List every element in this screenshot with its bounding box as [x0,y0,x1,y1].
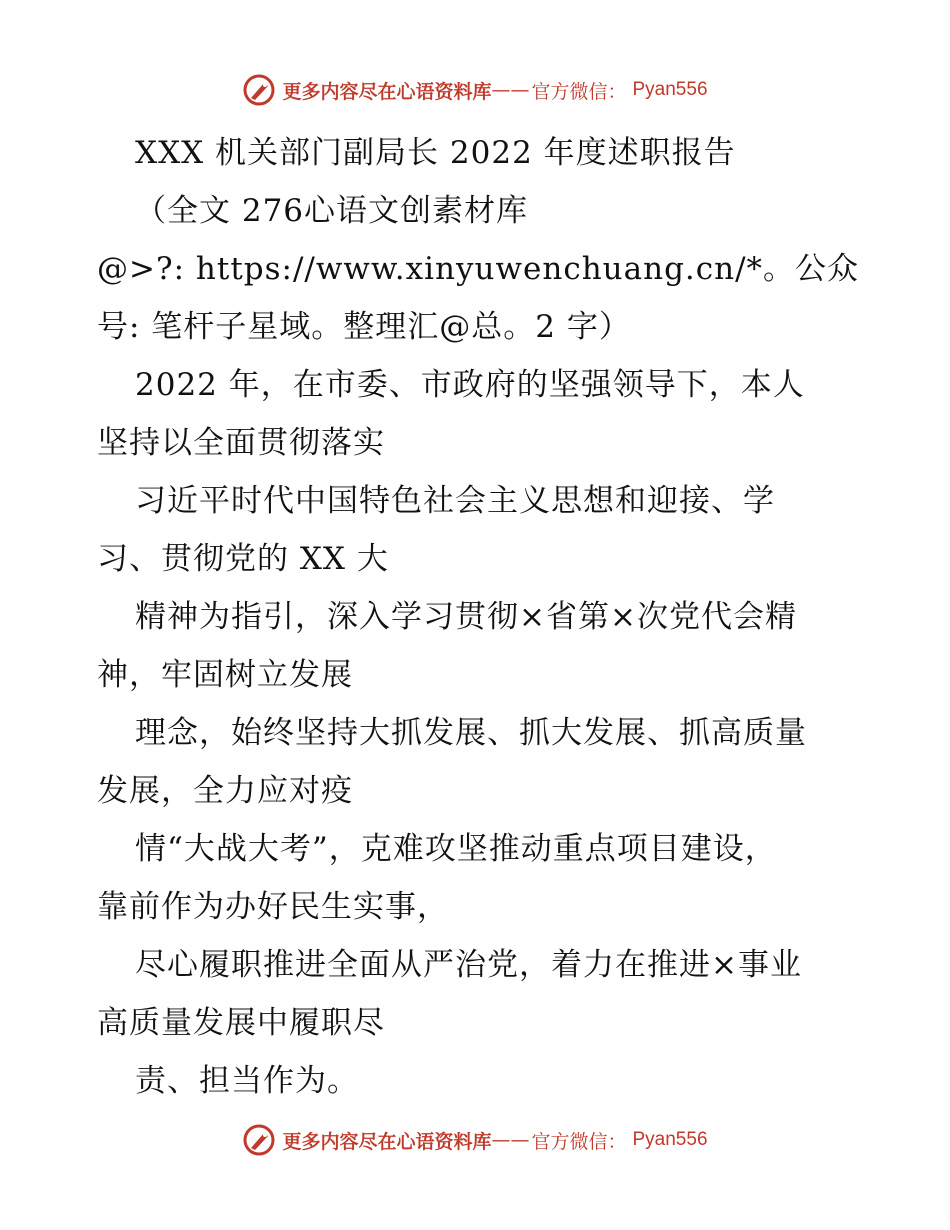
pen-nib-circle-icon [242,1123,276,1157]
banner-main-text: 更多内容尽在心语资料库 [282,1130,492,1153]
pen-nib-circle-icon [242,73,276,107]
document-line: 理念，始终坚持大抓发展、抓大发展、抓高质量 [135,715,807,751]
document-line: 神，牢固树立发展 [97,657,353,693]
banner-sub-text: 官方微信： [531,80,627,103]
banner-separator: —— [491,1129,530,1151]
document-line: 习、贯彻党的 XX 大 [97,541,389,577]
document-line: （全文 276心语文创素材库 [135,193,529,229]
document-line: 号: 笔杆子星域。整理汇@总。2 字） [97,309,631,345]
document-line: 坚持以全面贯彻落实 [97,425,385,461]
document-line: 高质量发展中履职尽 [97,1005,385,1041]
banner-wechat-id: Pyan556 [632,1129,708,1150]
document-line: 习近平时代中国特色社会主义思想和迎接、学 [135,483,775,519]
document-line: 责、担当作为。 [135,1063,359,1099]
document-line: 尽心履职推进全面从严治党，着力在推进×事业 [135,947,802,983]
document-line: 精神为指引，深入学习贯彻×省第×次党代会精 [135,599,797,635]
document-line: 情“大战大考”，克难攻坚推动重点项目建设， [135,831,777,867]
banner-sub-text: 官方微信： [531,1130,627,1153]
footer-banner [0,1120,950,1160]
banner-wechat-id: Pyan556 [632,79,708,100]
document-body [97,124,860,1110]
document-line: @>?: https://www.xinyuwenchuang.cn/*。公众 [97,251,860,287]
header-banner [0,70,950,110]
banner-separator: —— [491,79,530,101]
document-line: 2022 年，在市委、市政府的坚强领导下，本人 [135,367,805,403]
document-line: 发展，全力应对疫 [97,773,353,809]
document-title: XXX 机关部门副局长 2022 年度述职报告 [135,135,736,171]
banner-main-text: 更多内容尽在心语资料库 [282,80,492,103]
document-line: 靠前作为办好民生实事， [97,889,449,925]
